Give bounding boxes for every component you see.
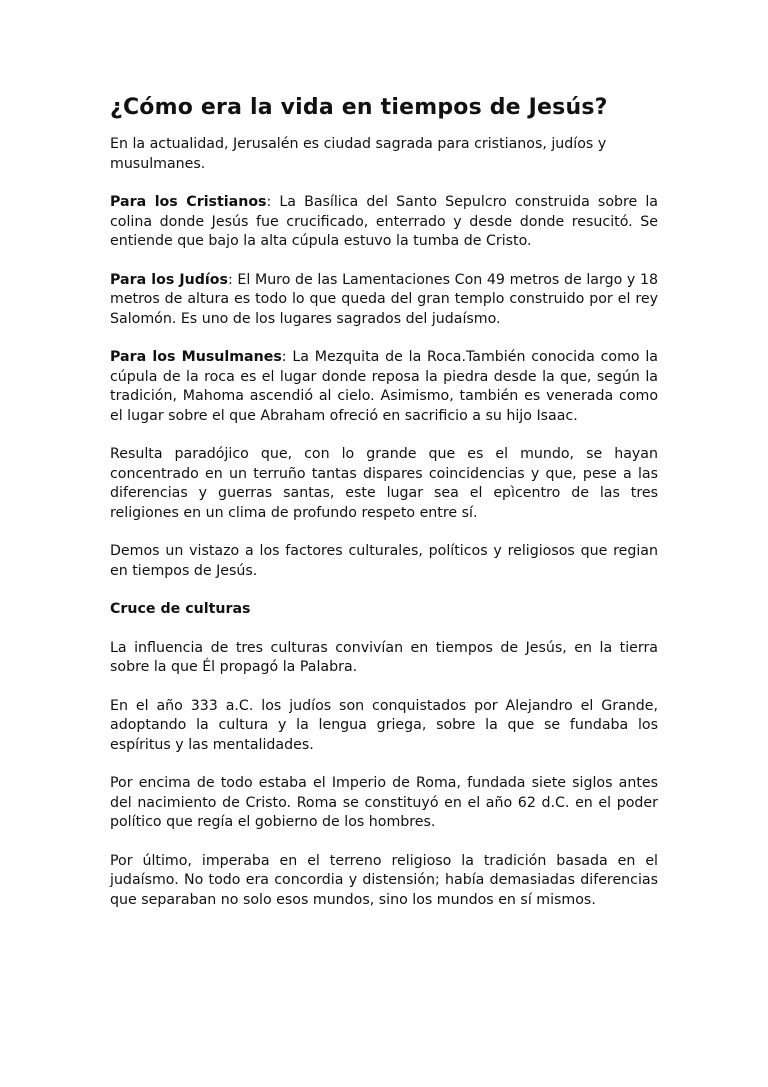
section-label-musulmanes: Para los Musulmanes <box>110 349 282 365</box>
paradox-paragraph: Resulta paradójico que, con lo grande que es el mundo, se hayan concentrado en un terruño tantas dispares coincidencias y que, pese a las diferencias y guerras santas, este lugar sea el epìcentro de las tres religiones en un clima de profundo respeto entre sí. <box>110 446 658 521</box>
influence-paragraph: La influencia de tres culturas convivían en tiempos de Jesús, en la tierra sobre la que Él propagó la Palabra. <box>110 639 658 675</box>
document-body <box>110 93 658 929</box>
factors-paragraph: Demos un vistazo a los factores culturales, políticos y religiosos que regian en tiempos de Jesús. <box>110 543 658 579</box>
rome-paragraph: Por encima de todo estaba el Imperio de Roma, fundada siete siglos antes del nacimiento de Cristo. Roma se constituyó en el año 62 d.C. en el poder político que regía el gobierno de los hombres. <box>110 775 658 830</box>
section-text-judios: : El Muro de las Lamentaciones Con 49 metros de largo y 18 metros de altura es todo lo que queda del gran templo construido por el rey Salomón. Es uno de los lugares sagrados del judaísmo. <box>110 271 658 327</box>
greek-paragraph: En el año 333 a.C. los judíos son conquistados por Alejandro el Grande, adoptando la cultura y la lengua griega, sobre la que se fundaba los espíritus y las mentalidades. <box>110 697 658 753</box>
judaism-paragraph: Por último, imperaba en el terreno religioso la tradición basada en el judaísmo. No todo era concordia y distensión; había demasiadas diferencias que separaban no solo esos mundos, sino los mundos en sí mismos. <box>110 852 658 908</box>
section-musulmanes <box>110 348 658 426</box>
section-text-musulmanes: : La Mezquita de la Roca.También conocida como la cúpula de la roca es el lugar donde reposa la piedra desde la que, según la tradición, Mahoma ascendió al cielo. Asimismo, también es venerada como el lugar sobre el que Abraham ofreció en sacrificio a su hijo Isaac. <box>110 349 658 424</box>
section-judios <box>110 271 658 330</box>
subheading-cruce-de-culturas: Cruce de culturas <box>110 601 251 617</box>
section-label-cristianos: Para los Cristianos <box>110 194 267 210</box>
document-title: ¿Cómo era la vida en tiempos de Jesús? <box>110 95 608 120</box>
section-text-cristianos: : La Basílica del Santo Sepulcro construida sobre la colina donde Jesús fue crucificado, enterrado y desde donde resucitó. Se entiende que bajo la alta cúpula estuvo la tumba de Cristo. <box>110 194 658 249</box>
section-cristianos <box>110 193 658 252</box>
section-label-judios: Para los Judíos <box>110 271 228 288</box>
intro-paragraph: En la actualidad, Jerusalén es ciudad sagrada para cristianos, judíos y musulmanes. <box>110 136 607 172</box>
